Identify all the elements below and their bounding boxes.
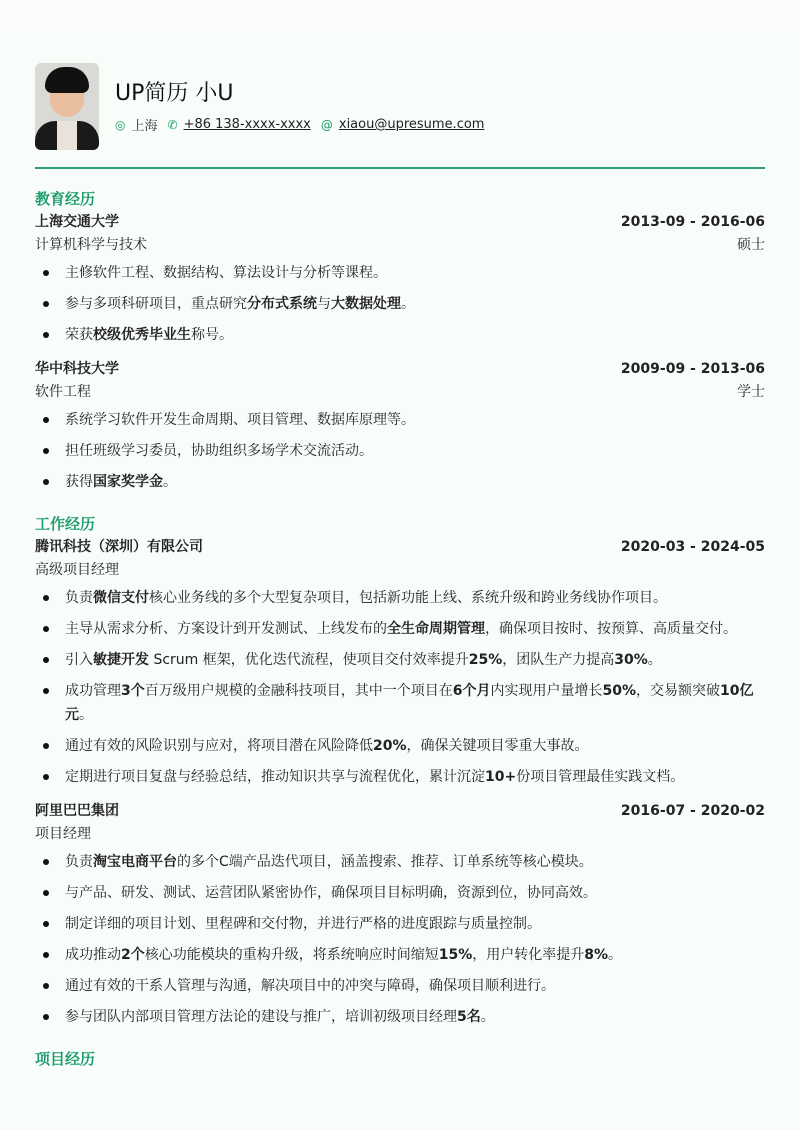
highlight-text: 10亿元: [65, 683, 754, 723]
role: 项目经理: [35, 826, 91, 842]
bullet-item: [35, 292, 765, 316]
resume-page: [0, 28, 800, 1130]
role: 高级项目经理: [35, 562, 119, 578]
highlight-text: 30%: [614, 652, 648, 668]
resume-header: [35, 63, 765, 150]
entry: [35, 800, 765, 1029]
contact-line: [115, 115, 494, 134]
entry-subheader: [35, 823, 765, 846]
bullet-text: 的多个C端产品迭代项目，涵盖搜索、推荐、订单系统等核心模块。: [177, 854, 593, 870]
bullet-item: [35, 974, 765, 998]
bullet-item: [35, 439, 765, 463]
bullet-text: 份项目管理最佳实践文档。: [516, 769, 685, 785]
bullet-text: ，确保项目按时、按预算、高质量交付。: [485, 621, 737, 637]
organization-name: 上海交通大学: [35, 214, 119, 230]
entry: [35, 211, 765, 347]
bullet-text: 制定详细的项目计划、里程碑和交付物，并进行严格的进度跟踪与质量控制。: [65, 916, 541, 932]
bullet-text: 获得: [65, 474, 93, 490]
resume-section: [35, 1048, 765, 1071]
date-range: 2016-07 - 2020-02: [620, 803, 765, 819]
bullet-text: 与: [317, 296, 331, 312]
highlight-text: 2个: [121, 947, 145, 963]
bullet-text: 百万级用户规模的金融科技项目，其中一个项目在: [144, 683, 453, 699]
bullet-item: [35, 734, 765, 758]
entry-header: [35, 358, 765, 381]
section-title: 项目经历: [35, 1050, 96, 1068]
bullet-item: [35, 943, 765, 967]
candidate-name: UP简历 小U: [115, 81, 234, 106]
highlight-text: 10+: [485, 769, 517, 785]
highlight-text: 8%: [584, 947, 609, 963]
highlight-text: 25%: [468, 652, 503, 668]
bullet-text: 。: [480, 1009, 495, 1025]
bullet-text: 称号。: [191, 327, 233, 343]
entry-header: [35, 800, 765, 823]
bullet-text: 荣获: [65, 327, 93, 343]
bullet-item: [35, 1005, 765, 1029]
bullet-text: ，交易额突破: [636, 683, 721, 699]
bullet-text: 担任班级学习委员，协助组织多场学术交流活动。: [65, 443, 373, 459]
resume-section: [35, 513, 765, 1029]
resume-section: [35, 188, 765, 494]
bullet-text: 核心功能模块的重构升级，将系统响应时间缩短: [144, 947, 439, 963]
highlight-text: 全生命周期管理: [387, 621, 485, 637]
at-icon: @: [320, 117, 333, 132]
entry-header: [35, 536, 765, 559]
entry-header: [35, 211, 765, 234]
bullet-item: [35, 881, 765, 905]
date-range: 2009-09 - 2013-06: [620, 361, 765, 377]
bullet-item: [35, 648, 765, 672]
role: 计算机科学与技术: [35, 237, 147, 253]
bullet-item: [35, 765, 765, 789]
degree: 硕士: [737, 237, 765, 253]
entry-subheader: [35, 234, 765, 257]
highlight-text: 微信支付: [93, 590, 149, 606]
bullet-text: 定期进行项目复盘与经验总结，推动知识共享与流程优化，累计沉淀: [65, 769, 485, 785]
section-title: 教育经历: [35, 190, 96, 208]
degree: 学士: [737, 384, 765, 400]
highlight-text: 50%: [602, 683, 637, 699]
highlight-text: 敏捷开发: [93, 652, 149, 668]
bullet-text: 。: [401, 296, 415, 312]
bullet-text: 内实现用户量增长: [490, 683, 603, 699]
bullet-list: [35, 261, 765, 347]
bullet-item: [35, 323, 765, 347]
bullet-item: [35, 679, 765, 727]
organization-name: 阿里巴巴集团: [35, 803, 119, 819]
organization-name: 腾讯科技（深圳）有限公司: [35, 539, 203, 555]
location: 上海: [131, 119, 158, 134]
bullet-text: ，用户转化率提升: [472, 947, 585, 963]
bullet-text: Scrum 框架，优化迭代流程，使项目交付效率提升: [149, 652, 469, 668]
entry-subheader: [35, 381, 765, 404]
top-band: [0, 0, 800, 28]
phone-link[interactable]: +86 138-xxxx-xxxx: [183, 117, 311, 132]
bullet-text: 成功推动: [65, 947, 121, 963]
entry: [35, 358, 765, 494]
profile-photo: [35, 63, 99, 150]
header-divider: [35, 167, 765, 169]
bullet-item: [35, 586, 765, 610]
bullet-item: [35, 470, 765, 494]
bullet-text: 负责: [65, 590, 93, 606]
entry-subheader: [35, 559, 765, 582]
organization-name: 华中科技大学: [35, 361, 119, 377]
bullet-list: [35, 408, 765, 494]
highlight-text: 20%: [373, 738, 407, 754]
bullet-text: 通过有效的干系人管理与沟通，解决项目中的冲突与障碍，确保项目顺利进行。: [65, 978, 555, 994]
bullet-text: 参与多项科研项目，重点研究: [65, 296, 247, 312]
location-pin-icon: ◎: [115, 117, 126, 132]
bullet-text: ，团队生产力提高: [502, 652, 615, 668]
bullet-item: [35, 408, 765, 432]
highlight-text: 分布式系统: [247, 296, 317, 312]
highlight-text: 国家奖学金: [93, 474, 163, 490]
bullet-text: 核心业务线的多个大型复杂项目，包括新功能上线、系统升级和跨业务线协作项目。: [149, 590, 667, 606]
bullet-list: [35, 586, 765, 789]
role: 软件工程: [35, 384, 91, 400]
highlight-text: 淘宝电商平台: [93, 854, 177, 870]
date-range: 2020-03 - 2024-05: [620, 539, 765, 555]
highlight-text: 15%: [438, 947, 473, 963]
bullet-text: 通过有效的风险识别与应对，将项目潜在风险降低: [65, 738, 373, 754]
bullet-text: 。: [608, 947, 623, 963]
phone-icon: ✆: [167, 117, 178, 132]
bullet-text: 主导从需求分析、方案设计到开发测试、上线发布的: [65, 621, 387, 637]
bullet-text: 。: [647, 652, 662, 668]
bullet-list: [35, 850, 765, 1029]
entry: [35, 536, 765, 789]
bullet-text: 系统学习软件开发生命周期、项目管理、数据库原理等。: [65, 412, 415, 428]
date-range: 2013-09 - 2016-06: [620, 214, 765, 230]
email-link[interactable]: xiaou@upresume.com: [338, 117, 485, 132]
bullet-text: 成功管理: [65, 683, 121, 699]
bullet-item: [35, 261, 765, 285]
bullet-text: 负责: [65, 854, 93, 870]
bullet-text: 与产品、研发、测试、运营团队紧密协作，确保项目目标明确，资源到位，协同高效。: [65, 885, 597, 901]
bullet-text: 。: [79, 707, 93, 723]
bullet-text: ，确保关键项目零重大事故。: [406, 738, 589, 754]
highlight-text: 5名: [457, 1009, 481, 1025]
highlight-text: 大数据处理: [331, 296, 401, 312]
section-title: 工作经历: [35, 515, 96, 533]
bullet-item: [35, 912, 765, 936]
bullet-text: 。: [163, 474, 177, 490]
highlight-text: 3个: [121, 683, 145, 699]
highlight-text: 校级优秀毕业生: [93, 327, 191, 343]
bullet-item: [35, 617, 765, 641]
bullet-text: 参与团队内部项目管理方法论的建设与推广，培训初级项目经理: [65, 1009, 457, 1025]
bullet-item: [35, 850, 765, 874]
highlight-text: 6个月: [452, 683, 491, 699]
bullet-text: 引入: [65, 652, 93, 668]
bullet-text: 主修软件工程、数据结构、算法设计与分析等课程。: [65, 265, 387, 281]
